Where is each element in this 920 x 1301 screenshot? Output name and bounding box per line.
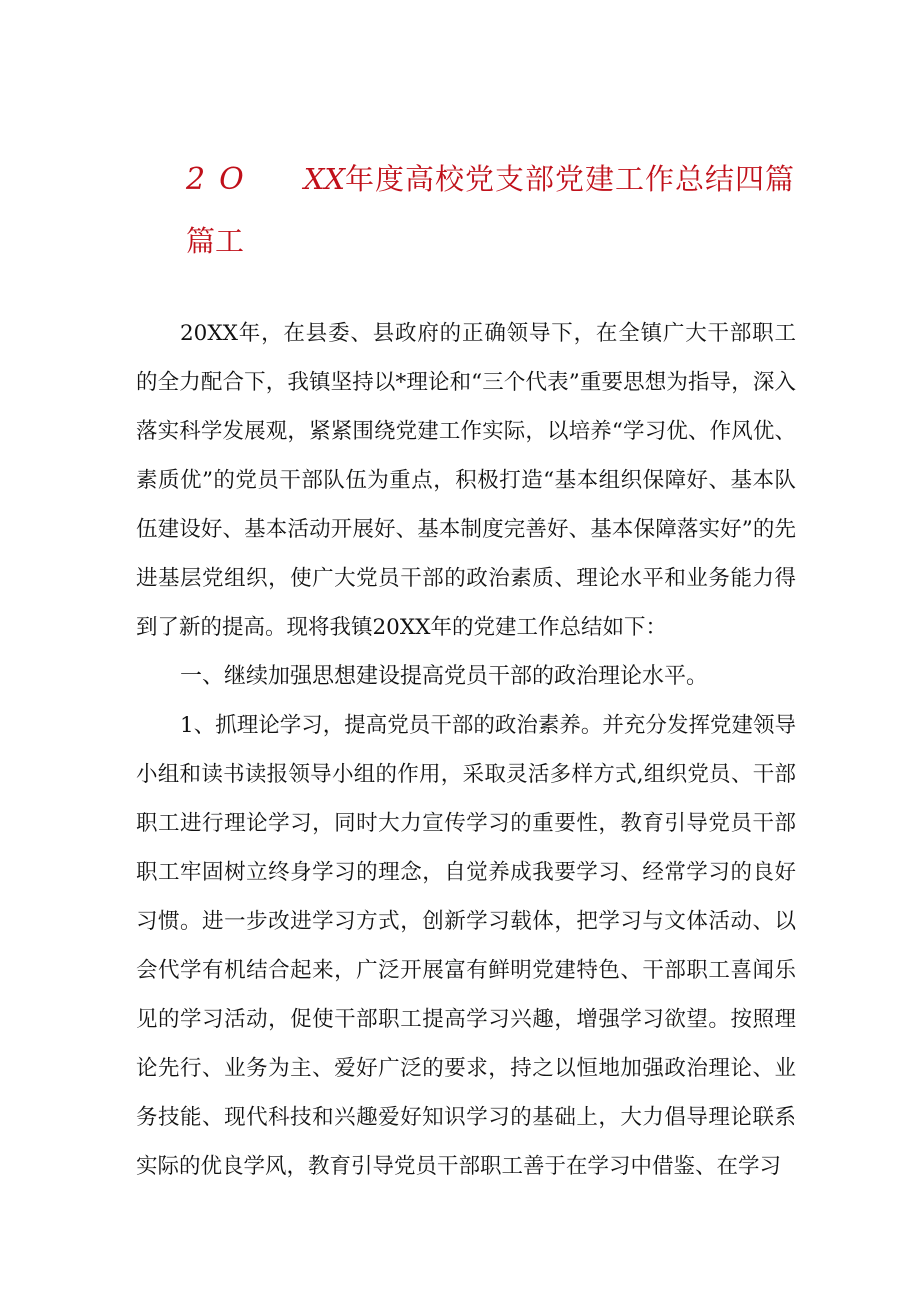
section-paragraph: 1、抓理论学习，提高党员干部的政治素养。并充分发挥党建领导小组和读书读报领导小组的作用，采取灵活多样方式,组织党员、干部职工进行理论学习，同时大力宣传学习的重要性，教育引导党员干部职工牢固树立终身学习的理念，自觉养成我要学习、经常学习的良好习惯。进一步改进学习方式，创新学习载体，把学习与文体活动、以会代学有机结合起来，广泛开展富有鲜明党建特色、干部职工喜闻乐见的学习活动，促使干部职工提高学习兴趣，增强学习欲望。按照理论先行、业务为主、爱好广泛的要求，持之以恒地加强政治理论、业务技能、现代科技和兴趣爱好知识学习的基础上，大力倡导理论联系实际的优良学风，教育引导党员干部职工善于在学习中借鉴、在学习 xyxy=(136,713,796,1179)
document-subtitle: 篇工 xyxy=(186,224,245,258)
section-heading: 一、继续加强思想建设提高党员干部的政治理论水平。 xyxy=(180,664,709,689)
document-title xyxy=(186,154,795,204)
title-year-suffix: XX xyxy=(303,162,345,196)
title-year-digits: 2O xyxy=(186,162,258,197)
intro-paragraph: 20XX年，在县委、县政府的正确领导下，在全镇广大干部职工的全力配合下，我镇坚持以*理论和“三个代表”重要思想为指导，深入落实科学发展观，紧紧围绕党建工作实际，以培养“学习优、作风优、素质优”的党员干部队伍为重点，积极打造“基本组织保障好、基本队伍建设好、基本活动开展好、基本制度完善好、基本保障落实好”的先进基层党组织，使广大党员干部的政治素质、理论水平和业务能力得到了新的提高。现将我镇20XX年的党建工作总结如下： xyxy=(136,321,796,640)
title-text: 年度高校党支部党建工作总结四篇 xyxy=(344,162,795,196)
